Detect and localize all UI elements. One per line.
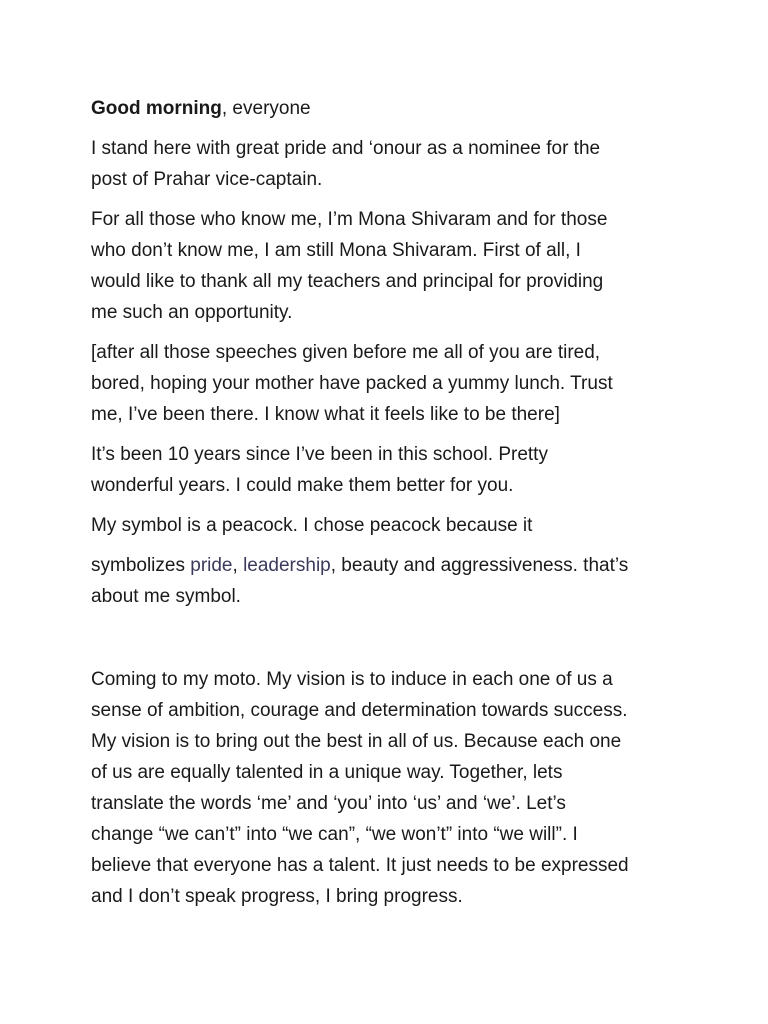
paragraph-symbol (91, 510, 691, 541)
text-line: me such an opportunity. (91, 302, 293, 323)
text-line: believe that everyone has a talent. It just needs to be expressed (91, 855, 629, 876)
text-line: I stand here with great pride and ‘onour as a nominee for the (91, 138, 601, 159)
text-line: It’s been 10 years since I’ve been in this school. Pretty (91, 444, 548, 465)
text-line: My symbol is a peacock. I chose peacock because it (91, 515, 533, 536)
text-line (91, 550, 691, 581)
greeting-bold: Good morning (91, 98, 222, 119)
text-line: For all those who know me, I’m Mona Shivaram and for those (91, 209, 608, 230)
speech-text (91, 93, 691, 921)
paragraph-symbol-meaning (91, 550, 691, 612)
text-line: [after all those speeches given before me all of you are tired, (91, 342, 601, 363)
text-line: who don’t know me, I am still Mona Shivaram. First of all, I (91, 240, 581, 261)
text-line: My vision is to bring out the best in all of us. Because each one (91, 731, 622, 752)
pride-word: pride (190, 555, 233, 576)
symbolizes-text: symbolizes (91, 555, 191, 576)
greeting-paragraph (91, 93, 691, 124)
text-line: wonderful years. I could make them better for you. (91, 475, 514, 496)
line-end-text: , beauty and aggressiveness. that’s (330, 555, 629, 576)
comma-text: , (232, 555, 244, 576)
text-line: me, I’ve been there. I know what it feels like to be there] (91, 404, 560, 425)
text-line: sense of ambition, courage and determination towards success. (91, 700, 628, 721)
paragraph-introduction (91, 204, 691, 328)
text-line: translate the words ‘me’ and ‘you’ into ‘us’ and ‘we’. Let’s (91, 793, 566, 814)
paragraph-vision (91, 664, 691, 912)
text-line: and I don’t speak progress, I bring progress. (91, 886, 463, 907)
greeting-line (91, 93, 691, 124)
text-line: Coming to my moto. My vision is to induce in each one of us a (91, 669, 613, 690)
paragraph-aside (91, 337, 691, 430)
text-line: would like to thank all my teachers and principal for providing (91, 271, 604, 292)
greeting-rest: , everyone (221, 98, 311, 119)
text-line: post of Prahar vice-captain. (91, 169, 323, 190)
text-line: about me symbol. (91, 586, 241, 607)
paragraph-nominee (91, 133, 691, 195)
paragraph-years (91, 439, 691, 501)
text-line: bored, hoping your mother have packed a yummy lunch. Trust (91, 373, 613, 394)
leadership-word: leadership (243, 555, 331, 576)
text-line: of us are equally talented in a unique way. Together, lets (91, 762, 563, 783)
text-line: change “we can’t” into “we can”, “we won’t” into “we will”. I (91, 824, 578, 845)
